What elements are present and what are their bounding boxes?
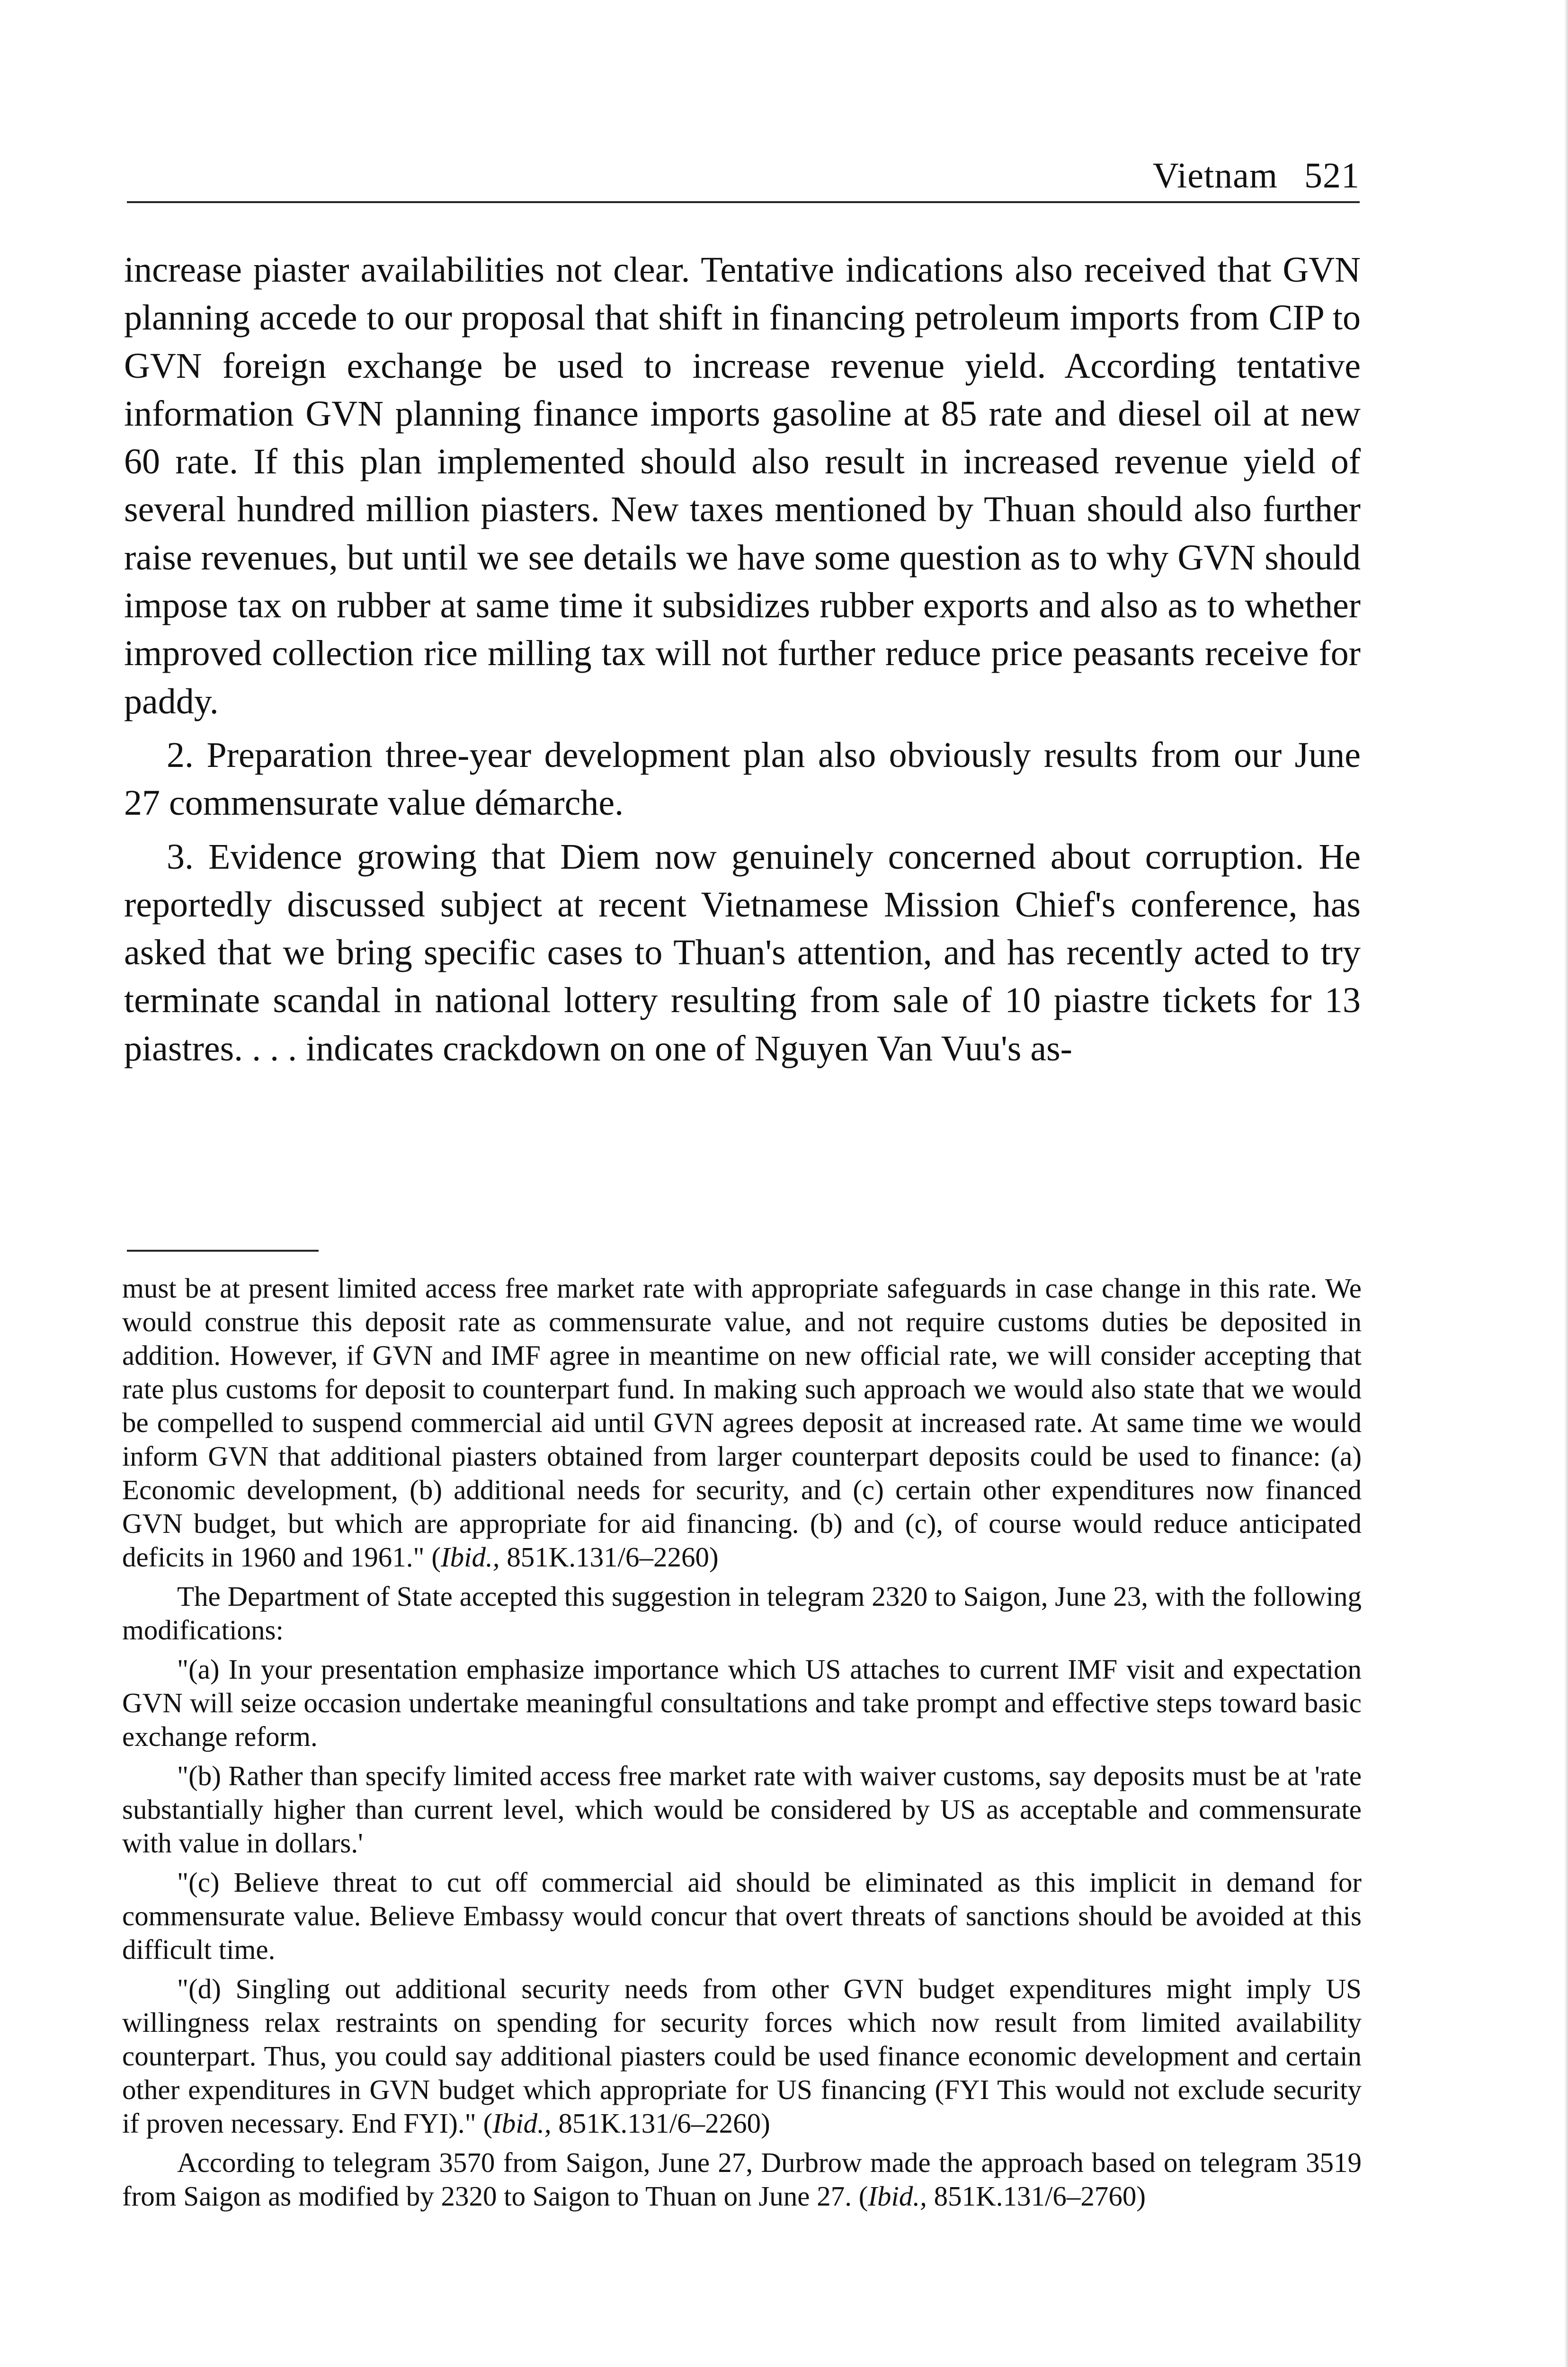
footnote-block (122, 1272, 1362, 2219)
footnote-paragraph-2: The Department of State accepted this suggestion in telegram 2320 to Saigon, June 23, with the following modifications: (122, 1581, 1362, 1646)
running-title: Vietnam (1152, 156, 1278, 196)
ibid-citation: Ibid., (440, 1541, 500, 1573)
paragraph-continued: increase piaster availabilities not clear. Tentative indications also received that GVN planning accede to our proposal that shift in financing petroleum imports from CIP to GVN foreign exchange be used to increase revenue yield. According tentative information GVN planning finance imports gasoline at 85 rate and diesel oil at new 60 rate. If this plan implemented should also result in increased revenue yield of several hundred million piasters. New taxes mentioned by Thuan should also further raise revenues, but until we see details we have some question as to why GVN should impose tax on rubber at same time it subsidizes rubber exports and also as to whether improved collection rice milling tax will not further reduce price peasants receive for paddy. (124, 250, 1361, 721)
ibid-citation: Ibid., (492, 2108, 552, 2139)
footnote-paragraph-4: "(b) Rather than specify limited access free market rate with waiver customs, say deposits must be at 'rate substantially higher than current level, which would be considered by US as acceptable and commensurate with value in dollars.' (122, 1760, 1362, 1859)
ibid-citation: Ibid., (868, 2180, 927, 2212)
paragraph-2: 2. Preparation three-year development plan also obviously results from our June 27 commensurate value démarche. (124, 735, 1361, 823)
main-text (124, 246, 1361, 1078)
footnote-divider (127, 1250, 319, 1252)
footnote-paragraph-3: "(a) In your presentation emphasize importance which US attaches to current IMF visit and expectation GVN will seize occasion undertake meaningful consultations and take prompt and effective steps toward basic exchange reform. (122, 1654, 1362, 1752)
header-text (1153, 155, 1360, 196)
footnote-text: must be at present limited access free market rate with appropriate safeguards in case change in this rate. We would construe this deposit rate as commensurate value, and not require customs duties be deposited in addition. However, if GVN and IMF agree in meantime on new official rate, we will consider accepting that rate plus customs for deposit to counterpart fund. In making such approach we would also state that we would be compelled to suspend commercial aid until GVN agrees deposit at increased rate. At same time we would inform GVN that additional piasters obtained from larger counterpart deposits could be used to finance: (a) Economic development, (b) additional needs for security, and (c) certain other expenditures now financed GVN budget, but which are appropriate for aid financing. (b) and (c), of course would reduce anticipated deficits in 1960 and 1961." ( (122, 1272, 1362, 1573)
footnote-paragraph-1 (122, 1272, 1362, 1574)
footnote-text: According to telegram 3570 from Saigon, June 27, Durbrow made the approach based on telegram 3519 from Saigon as modified by 2320 to Saigon to Thuan on June 27. ( (122, 2147, 1362, 2212)
footnote-paragraph-6 (122, 1972, 1362, 2140)
footnote-paragraph-5: "(c) Believe threat to cut off commercial aid should be eliminated as this implicit in demand for commensurate value. Believe Embassy would concur that overt threats of sanctions should be avoided at this difficult time. (122, 1867, 1362, 1965)
page-edge-shadow (1564, 0, 1568, 2367)
page-number: 521 (1304, 156, 1360, 196)
file-reference: 851K.131/6–2260) (499, 1541, 719, 1573)
footnote-paragraph-7 (122, 2146, 1362, 2213)
running-header (127, 154, 1360, 203)
file-reference: 851K.131/6–2260) (551, 2108, 770, 2139)
footnote-text: "(d) Singling out additional security needs from other GVN budget expenditures might imply US willingness relax restraints on spending for security forces which now result from limited availability counterpart. Thus, you could say additional piasters could be used finance economic development and certain other expenditures in GVN budget which appropriate for US financing (FYI This would not exclude security if proven necessary. End FYI)." ( (122, 1973, 1362, 2139)
paragraph-3: 3. Evidence growing that Diem now genuinely concerned about corruption. He reportedly discussed subject at recent Vietnamese Mission Chief's conference, has asked that we bring specific cases to Thuan's attention, and has recently acted to try terminate scandal in national lottery resulting from sale of 10 piastre tickets for 13 piastres. . . . indicates crackdown on one of Nguyen Van Vuu's as- (124, 836, 1361, 1068)
file-reference: 851K.131/6–2760) (927, 2180, 1146, 2212)
